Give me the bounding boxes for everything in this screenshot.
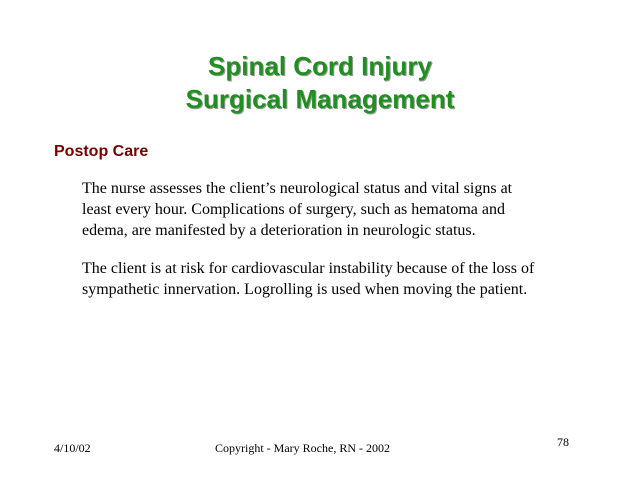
body-paragraph-1 (82, 178, 602, 241)
slide-number: 78 (557, 435, 569, 449)
slide-title-line-2: Surgical Management (185, 84, 455, 114)
footer-copyright: Copyright - Mary Roche, RN - 2002 (215, 441, 390, 455)
section-heading: Postop Care (54, 143, 149, 160)
paragraph-2-line-1: The client is at risk for cardiovascular instability because of the loss of (82, 260, 535, 277)
paragraph-1-line-1: The nurse assesses the client’s neurological status and vital signs at (82, 180, 513, 197)
footer-date: 4/10/02 (54, 441, 91, 455)
paragraph-2-line-2: sympathetic innervation. Logrolling is used when moving the patient. (82, 281, 528, 298)
paragraph-1-line-2: least every hour. Complications of surgery, such as hematoma and (82, 201, 506, 218)
paragraph-1-line-3: edema, are manifested by a deterioration in neurologic status. (82, 222, 476, 239)
body-paragraph-2 (82, 258, 602, 300)
slide-title (0, 50, 640, 116)
slide-title-line-1: Spinal Cord Injury (208, 51, 432, 81)
